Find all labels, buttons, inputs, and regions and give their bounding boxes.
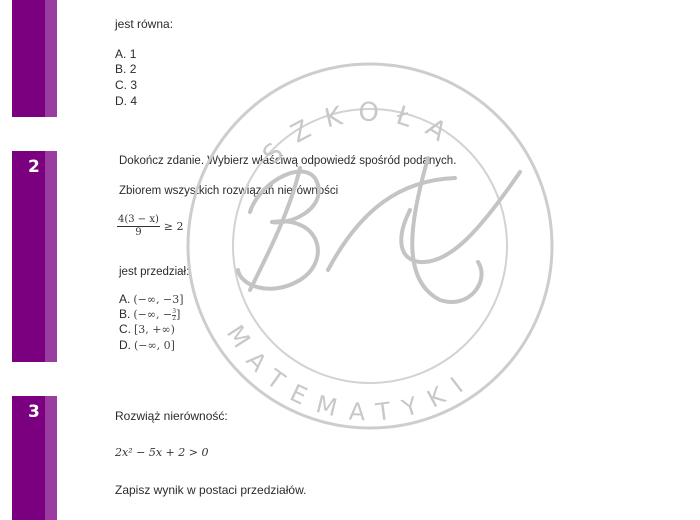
task-2-instruction: Dokończ zdanie. Wybierz właściwą odpowiedź spośród podanych. xyxy=(119,155,457,167)
task-1-tail-text: jest równa: xyxy=(115,17,174,31)
task-2-option-b: B. (−∞, − $\frac{3}{2}$] xyxy=(119,307,181,322)
task-1-option-c: C. 3 xyxy=(115,78,138,92)
task-1-marker xyxy=(12,0,57,117)
fraction: $\frac{3}{2}$ xyxy=(172,307,177,322)
task-marker-stripe xyxy=(45,396,57,520)
fraction: $\frac{4(3 - x)}{9}$ xyxy=(118,214,159,238)
task-3-marker xyxy=(12,396,57,520)
task-number: 3 xyxy=(28,402,40,422)
task-3-inequality: 2x² − 5x + 2 > 0 xyxy=(115,446,209,459)
task-2-inequality: $\frac{4(3 - x)}{9}$ ≥ 2 xyxy=(118,214,184,238)
task-1-option-a: A. 1 xyxy=(115,47,137,61)
watermark-bottom-text: MATEMATYKI xyxy=(220,320,480,427)
task-marker-stripe xyxy=(45,0,57,117)
task-3-note: Zapisz wynik w postaci przedziałów. xyxy=(115,483,307,497)
task-2-option-a: A. (−∞, −3] xyxy=(119,292,184,306)
task-1-option-b: B. 2 xyxy=(115,62,137,76)
task-1-option-d: D. 4 xyxy=(115,94,138,108)
task-2-marker xyxy=(12,151,57,362)
task-number: 2 xyxy=(28,157,40,177)
watermark-top-text: SZKOŁA xyxy=(257,97,465,171)
task-2-option-d: D. (−∞, 0] xyxy=(119,338,175,352)
task-2-option-c: C. [3, +∞) xyxy=(119,322,175,336)
task-3-instruction: Rozwiąż nierówność: xyxy=(115,409,228,423)
monogram-icon xyxy=(238,158,520,302)
task-marker-stripe xyxy=(45,151,57,362)
task-2-tail-text: jest przedział: xyxy=(119,266,190,278)
task-2-intro: Zbiorem wszystkich rozwiązań nierówności xyxy=(119,185,339,197)
